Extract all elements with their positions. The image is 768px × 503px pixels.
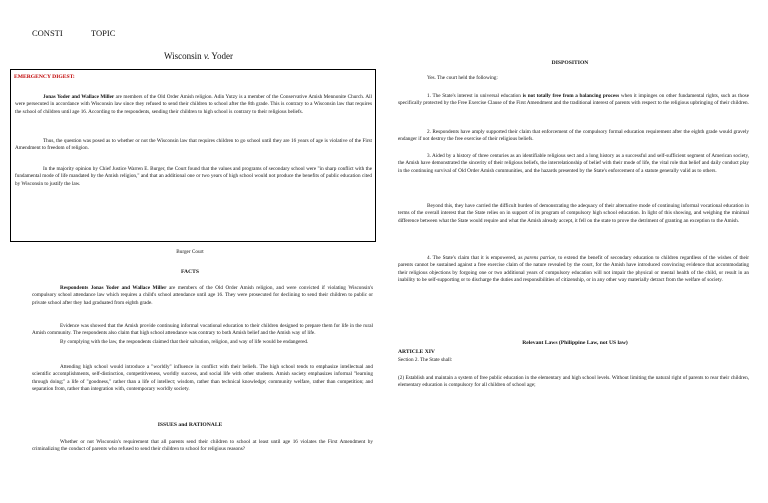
disposition-paragraph-1 (398, 93, 749, 108)
digest-label: EMERGENCY DIGEST: (14, 74, 75, 80)
disposition-p1-bold: is not totally free from a balancing process (522, 93, 620, 99)
case-title-party2: Yoder (211, 51, 233, 61)
facts-paragraph-1 (32, 285, 373, 307)
facts-paragraph-2: Evidence was showed that the Amish provide continuing informal vocational education to their children designed to prepare them for life in the rural Amish community. The respondents also claim that high school attendance was contrary to both Amish belief and the Amish way of life. (32, 323, 373, 337)
relevant-laws-paragraph-1: (2) Establish and maintain a system of free public education in the elementary and high school levels. Without limiting the natural right of parents to rear their children, elementary education is compulsory for all children of school age; (398, 375, 749, 389)
facts-heading: FACTS (181, 269, 199, 275)
disposition-p1-text-a: 1. The State's interest in universal education (427, 93, 523, 99)
case-title-versus: v. (203, 51, 210, 61)
disposition-intro: Yes. The court held the following: (427, 75, 498, 81)
court-name: Burger Court (176, 249, 204, 255)
facts-paragraph-3: By complying with the law, the respondents claimed that their salvation, religion, and way of life would be endangered. (60, 339, 309, 345)
header-left: CONSTI (32, 28, 63, 38)
article-label: ARTICLE XIV (398, 349, 435, 355)
disposition-paragraph-5 (398, 255, 749, 284)
disposition-paragraph-2: 2. Respondents have amply supported their claim that enforcement of the compulsory formal education requirement after the eighth grade would gravely endanger if not destroy the free exercise of their religious beliefs. (398, 129, 749, 143)
relevant-laws-heading: Relevant Laws (Philippine Law, not US law) (522, 340, 628, 346)
section-label: Section 2. The State shall: (398, 357, 453, 363)
facts-paragraph-4: Attending high school would introduce a "worldly" influence in conflict with their beliefs. The high school tends to emphasize intellectual and scientific accomplishments, self-distinction, competitiveness, worldly success, and social life with other students. Amish society emphasizes informal "learning through doing;" a life of "goodness," rather than a life of intellect; wisdom, rather than technical knowledge; community welfare, rather than competition; and separation from, rather than integration with, contemporary worldly society. (32, 364, 373, 392)
disposition-p5-italic: parens patriae (524, 255, 556, 261)
disposition-paragraph-4: Beyond this, they have carried the difficult burden of demonstrating the adequacy of their alternative mode of continuing informal vocational education in terms of the overall interest that the State relies on in support of its program of compulsory high school education. In light of this showing, and weighing the minimal difference between what the State would require and what the Amish already accept, it fell on the state to prove the detriment of granting an exception to the Amish. (398, 203, 749, 224)
disposition-p1-text-b: when it impinges on other fundamental rights, such as those specifically protected by the Free Exercise Clause of the First Amendment and the traditional interest of parents with respect to the religious upbringing of their children. (398, 93, 750, 107)
disposition-p5-text-a: 4. The State's claim that it is empowered, as (427, 255, 525, 261)
digest-p1-bold: Jonas Yoder and Wallace Miller (43, 94, 115, 100)
disposition-paragraph-3: 3. Aided by a history of three centuries as an identifiable religious sect and a long history as a successful and self-sufficient segment of American society, the Amish have demonstrated the sincerity of their religious beliefs, the interrelationship of belief with their mode of life, the vital role that belief and daily conduct play in the continuing survival of Old Order Amish communities, and the hazards presented by the State's enforcement of a statute generally valid as to others. (398, 153, 749, 174)
issues-heading: ISSUES and RATIONALE (157, 422, 223, 428)
case-title (164, 51, 233, 61)
facts-p1-bold: Respondents Jonas Yoder and Wallace Miller (60, 285, 167, 291)
digest-paragraph-2: Thus, the question was posed as to whether or not the Wisconsin law that requires children to go school until they are 16 years of age is violative of the First Amendment to freedom of religion. (15, 138, 372, 152)
disposition-p5-text-b: , to extend the benefit of secondary education to children regardless of the wishes of their parents cannot be sustained against a free exercise claim of the nature revealed by the court, for the Amish have introduced convincing evidence that accommodating their religious objections by forgoing one or two additional years of compulsory education will not impair the physical or mental health of the child, or result in an inability to be self-supporting or to discharge the duties and responsibilities of citizenship, or in any other way materially detract from the welfare of society. (398, 255, 749, 283)
case-title-party1: Wisconsin (164, 51, 202, 61)
emergency-digest-box (10, 69, 376, 242)
disposition-heading: DISPOSITION (551, 60, 589, 66)
facts-p1-text: are members of the Old Order Amish religion, and were convicted if violating Wisconsin's compulsory school attendance law which requires a child's school attendance until age 16. They were prosecuted for declining to send their children to public or private school after they had graduated from eighth grade. (32, 285, 374, 306)
issues-paragraph-1: Whether or not Wisconsin's requirement that all parents send their children to school at least until age 16 violates the First Amendment by criminalizing the conduct of parents who refused to send their children to school for religious reasons? (32, 439, 373, 453)
digest-paragraph-3: In the majority opinion by Chief Justice Warren E. Burger, the Court found that the values and programs of secondary school were "in sharp conflict with the fundamental mode of life mandated by the Amish religion," and that an additional one or two years of high school would not produce the benefits of public education cited by Wisconsin to justify the law. (15, 166, 372, 187)
digest-p1-text: are members of the Old Order Amish religion. Adin Yutzy is a member of the Conservative Amish Mennonite Church. All were persecuted in accordance with Wisconsin law since they refused to send their children to school after the 8th grade. This is contrary to a Wisconsin law that requires the school of children until age 16. According to the respondents, sending their children to high school is contrary to their religious beliefs. (15, 94, 372, 115)
digest-paragraph-1 (15, 94, 372, 116)
header-right: TOPIC (91, 28, 116, 38)
